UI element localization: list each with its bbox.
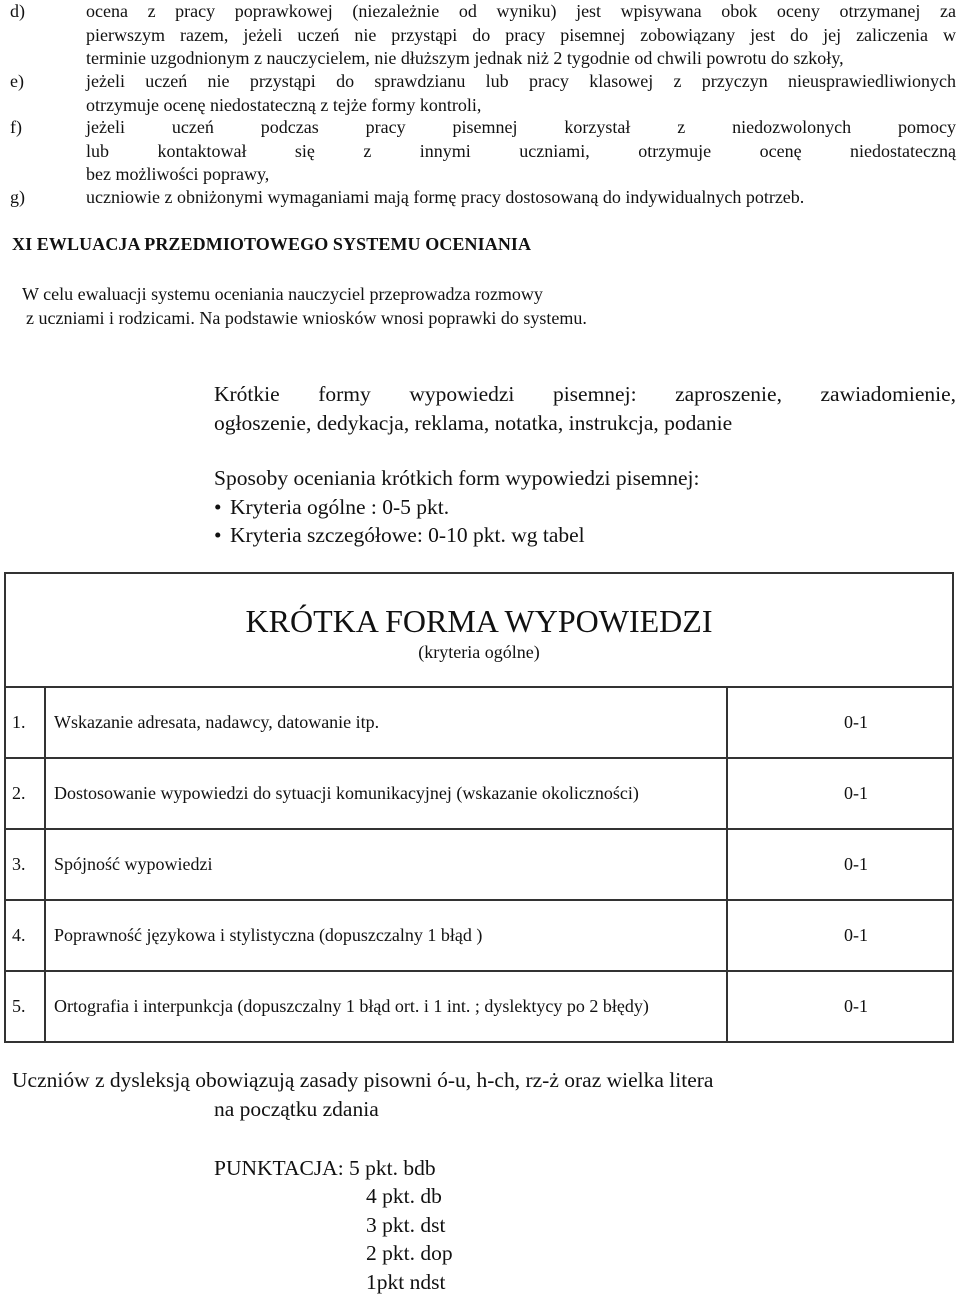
row-points: 0-1 (727, 829, 953, 900)
section-body (22, 282, 587, 330)
row-points: 0-1 (727, 971, 953, 1042)
criteria-header-cell (5, 573, 953, 687)
assessment-methods (214, 464, 699, 550)
methods-item-text: Kryteria szczegółowe: 0-10 pkt. wg tabel (230, 523, 585, 547)
rule-marker: g) (10, 187, 25, 207)
row-number: 3. (5, 829, 45, 900)
row-description: Spójność wypowiedzi (45, 829, 727, 900)
scoring-scale (214, 1154, 453, 1296)
section-body-line: W celu ewaluacji systemu oceniania nauczyciel przeprowadza rozmowy (22, 284, 543, 304)
scoring-level: 1pkt ndst (366, 1269, 446, 1294)
table-row (5, 758, 953, 829)
row-description: Ortografia i interpunkcja (dopuszczalny 1 błąd ort. i 1 int. ; dyslektycy po 2 błędy) (45, 971, 727, 1042)
rule-marker: e) (10, 71, 24, 91)
scoring-level: 3 pkt. dst (366, 1212, 446, 1237)
row-number: 1. (5, 687, 45, 758)
rule-line: pierwszym razem, jeżeli uczeń nie przystąpi do pracy pisemnej zobowiązany jest do jej zaliczenia w (86, 24, 956, 45)
table-row (5, 687, 953, 758)
criteria-subtitle: (kryteria ogólne) (418, 642, 540, 662)
rule-line: ocena z pracy poprawkowej (niezależnie od wyniku) jest wpisywana obok oceny otrzymanej za (86, 1, 956, 21)
methods-item-text: Kryteria ogólne : 0-5 pkt. (230, 494, 450, 519)
scoring-level: 4 pkt. db (366, 1184, 442, 1209)
rule-line: otrzymuje ocenę niedostateczną z tejże formy kontroli, (86, 94, 482, 115)
row-number: 2. (5, 758, 45, 829)
row-description: Dostosowanie wypowiedzi do sytuacji komunikacyjnej (wskazanie okoliczności) (45, 758, 727, 829)
row-description: Wskazanie adresata, nadawcy, datowanie itp. (45, 687, 727, 758)
short-forms-line: ogłoszenie, dedykacja, reklama, notatka, instrukcja, podanie (214, 410, 733, 435)
table-row (5, 829, 953, 900)
dyslexia-note-line: na początku zdania (214, 1097, 379, 1121)
rule-marker: f) (10, 117, 22, 137)
dyslexia-note (12, 1066, 713, 1124)
rule-line: jeżeli uczeń podczas pracy pisemnej korzystał z niedozwolonych pomocy (86, 117, 956, 137)
scoring-level: 2 pkt. dop (366, 1241, 453, 1266)
scoring-first: PUNKTACJA: 5 pkt. bdb (214, 1156, 436, 1180)
row-points: 0-1 (727, 687, 953, 758)
rule-line: bez możliwości poprawy, (86, 164, 270, 184)
methods-title: Sposoby oceniania krótkich form wypowiedzi pisemnej: (214, 466, 700, 490)
row-points: 0-1 (727, 900, 953, 971)
rule-line: lub kontaktował się z innymi uczniami, otrzymuje ocenę niedostateczną (86, 140, 956, 161)
row-description: Poprawność językowa i stylistyczna (dopuszczalny 1 błąd ) (45, 900, 727, 971)
short-forms-line: Krótkie formy wypowiedzi pisemnej: zaproszenie, zawiadomienie, (214, 382, 956, 406)
rule-line: terminie uzgodnionym z nauczycielem, nie dłuższym jednak niż 2 tygodnie od chwili powrotu do szkoły, (86, 48, 844, 68)
row-number: 5. (5, 971, 45, 1042)
section-heading: XI EWLUACJA PRZEDMIOTOWEGO SYSTEMU OCENIANIA (12, 234, 532, 254)
rule-marker: d) (10, 1, 25, 21)
row-points: 0-1 (727, 758, 953, 829)
criteria-table-header (5, 573, 953, 687)
methods-item (214, 521, 699, 550)
table-row (5, 971, 953, 1042)
table-row (5, 900, 953, 971)
criteria-title: KRÓTKA FORMA WYPOWIEDZI (245, 603, 713, 639)
criteria-table (4, 572, 954, 1043)
short-forms-paragraph (214, 380, 956, 437)
bullet-icon: • (214, 523, 222, 547)
rule-line: jeżeli uczeń nie przystąpi do sprawdzianu lub pracy klasowej z przyczyn nieusprawiedliwionych (86, 71, 956, 91)
methods-item (214, 493, 699, 522)
rule-line: uczniowie z obniżonymi wymaganiami mają formę pracy dostosowaną do indywidualnych potrzeb. (86, 187, 805, 207)
dyslexia-note-line: Uczniów z dysleksją obowiązują zasady pisowni ó-u, h-ch, rz-ż oraz wielka litera (12, 1068, 714, 1092)
row-number: 4. (5, 900, 45, 971)
section-body-line: z uczniami i rodzicami. Na podstawie wniosków wnosi poprawki do systemu. (26, 308, 587, 328)
bullet-icon: • (214, 494, 222, 519)
